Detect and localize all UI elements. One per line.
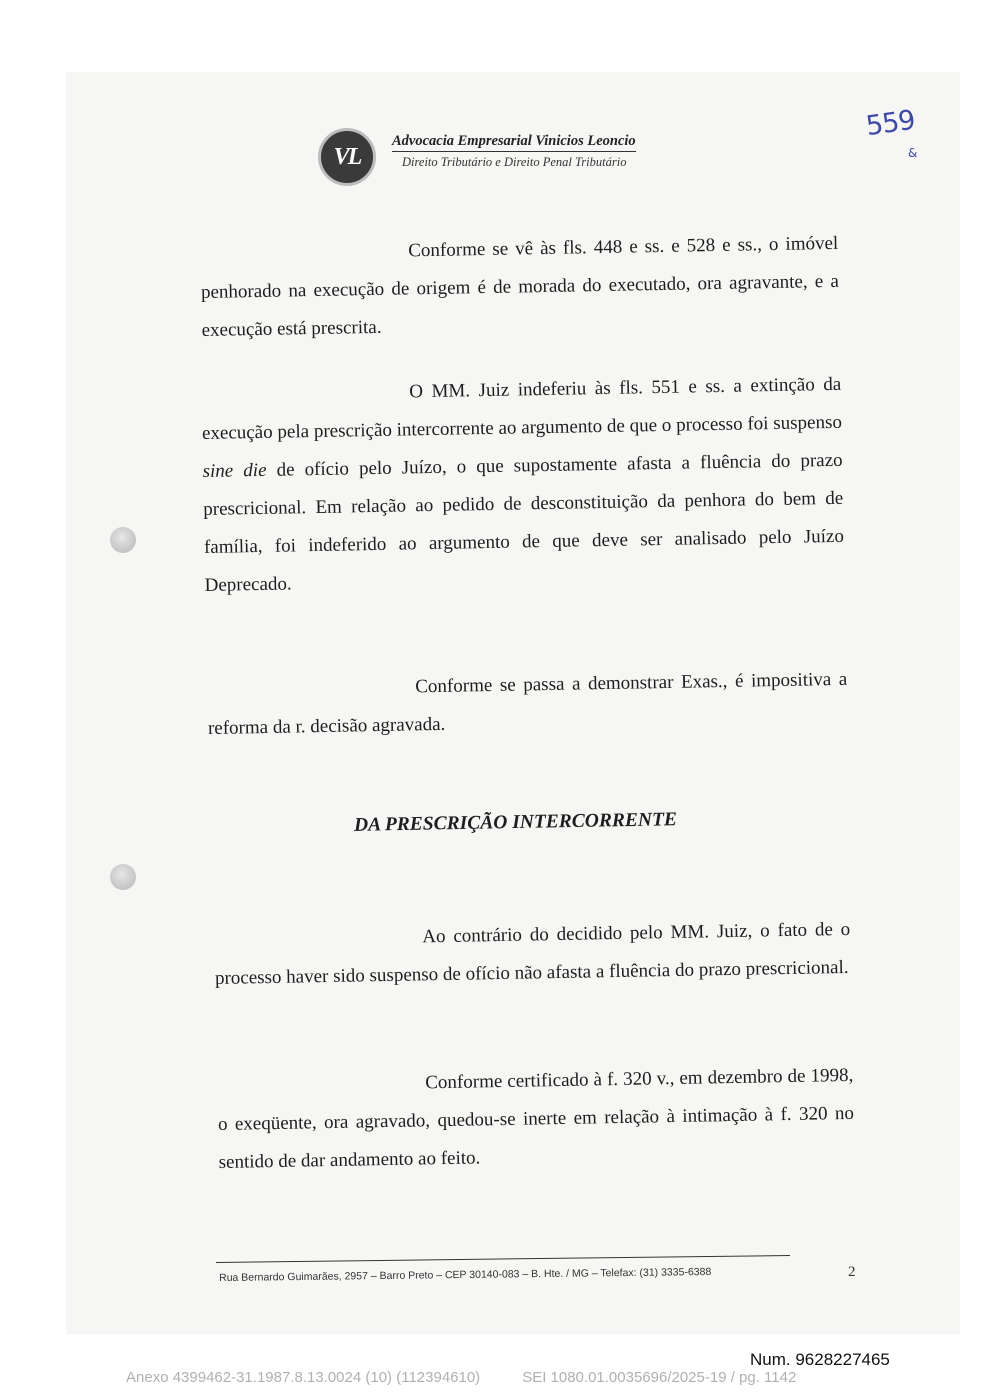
firm-name: Advocacia Empresarial Vinicios Leoncio: [392, 133, 636, 152]
paragraph-text: Conforme se passa a demonstrar Exas., é impositiva a reforma da r. decisão agravada.: [207, 668, 848, 739]
paragraph: [217, 1057, 855, 1182]
handwritten-page-number: 559: [864, 104, 917, 143]
firm-subtitle: Direito Tributário e Direito Penal Tributário: [402, 155, 627, 169]
annex-id: Anexo 4399462-31.1987.8.13.0024 (10) (112394610): [126, 1369, 481, 1386]
paragraph-text-part: de ofício pelo Juízo, o que supostamente afasta a fluência do prazo prescricional. Em relação ao pedido de desconstituição da penhora do bem de família, foi indeferido ao argumento de que deve ser analisado pelo Juízo Deprecado.: [203, 449, 845, 596]
paragraph: [200, 225, 840, 350]
punch-hole: [110, 527, 136, 553]
page-number: 2: [848, 1264, 856, 1280]
paragraph-text-part: O MM. Juiz indeferiu às fls. 551 e ss. a extinção da execução pela prescrição intercorrente ao argumento de que o processo foi suspenso: [201, 373, 843, 444]
logo-text: VL: [333, 143, 361, 170]
sei-reference: SEI 1080.01.0035696/2025-19 / pg. 1142: [522, 1369, 797, 1386]
paragraph-text: Ao contrário do decidido pelo MM. Juiz, o fato de o processo haver sido suspenso de ofício não afasta a fluência do prazo prescricional.: [214, 918, 851, 989]
section-heading: DA PRESCRIÇÃO INTERCORRENTE: [353, 809, 678, 836]
punch-hole: [110, 864, 136, 890]
footer-address: Rua Bernardo Guimarães, 2957 – Barro Preto – CEP 30140-083 – B. Hte. / MG – Telefax: (31) 3335-6388: [219, 1265, 712, 1284]
letterhead: [392, 133, 636, 170]
annex-reference: [126, 1369, 796, 1386]
firm-logo: [318, 128, 376, 186]
paragraph-text: Conforme certificado à f. 320 v., em dezembro de 1998, o exeqüente, ora agravado, quedou-se inerte em relação à intimação à f. 320 no sentido de dar andamento ao feito.: [217, 1064, 855, 1173]
italic-latin-term: sine die: [202, 459, 267, 482]
document-number: Num. 9628227465: [750, 1350, 890, 1369]
paragraph: [214, 911, 851, 998]
handwritten-mark: &: [908, 146, 918, 160]
paragraph: [207, 661, 848, 748]
paragraph-text: [201, 366, 845, 605]
paragraph-text: Conforme se vê às fls. 448 e ss. e 528 e ss., o imóvel penhorado na execução de origem é de morada do executado, ora agravante, e a execução está prescrita.: [200, 232, 840, 341]
paragraph: [201, 366, 845, 605]
